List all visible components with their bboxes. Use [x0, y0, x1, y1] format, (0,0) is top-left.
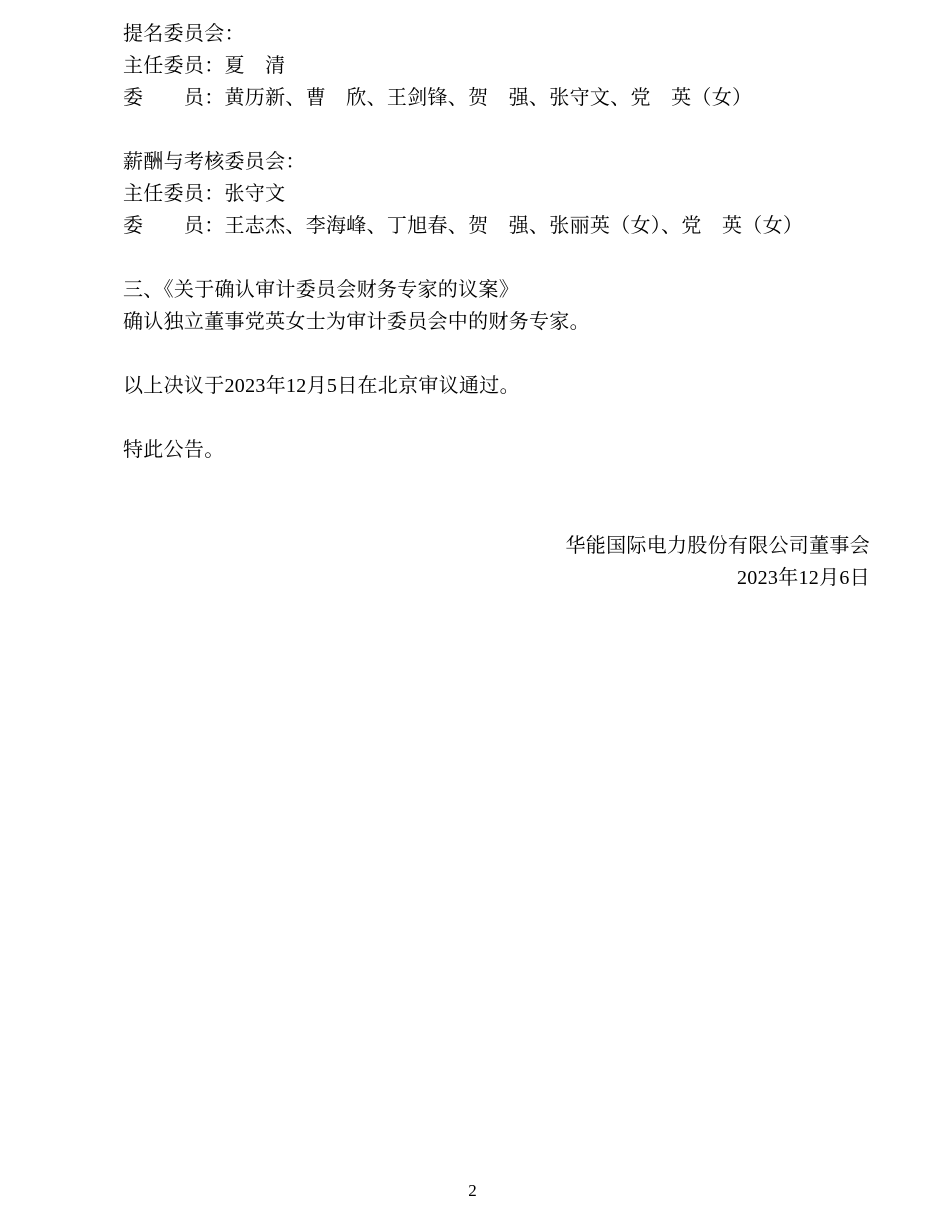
signature-date: 2023年12月6日 [737, 567, 870, 589]
blank-line [123, 498, 870, 530]
remuneration-committee-chairman-line: 主任委员：张守文 [123, 183, 286, 205]
closing-line: 特此公告。 [123, 439, 225, 461]
resolution-line: 以上决议于2023年12月5日在北京审议通过。 [123, 375, 520, 397]
blank-line [123, 402, 870, 434]
blank-line [123, 466, 870, 498]
remuneration-committee-members-line: 委 员：王志杰、李海峰、丁旭春、贺 强、张丽英（女）、党 英（女） [123, 215, 804, 237]
nomination-committee-chairman-line: 主任委员：夏 清 [123, 55, 286, 77]
blank-line [123, 338, 870, 370]
item-three-heading: 三、《关于确认审计委员会财务专家的议案》 [123, 279, 519, 301]
blank-line [123, 242, 870, 274]
document-content [123, 18, 870, 594]
page-number: 2 [468, 1181, 477, 1200]
signature-company: 华能国际电力股份有限公司董事会 [565, 535, 870, 557]
remuneration-committee-title: 薪酬与考核委员会： [123, 151, 306, 173]
blank-line [123, 114, 870, 146]
item-three-body: 确认独立董事党英女士为审计委员会中的财务专家。 [123, 311, 590, 333]
nomination-committee-title: 提名委员会： [123, 23, 245, 45]
nomination-committee-members-line: 委 员：黄历新、曹 欣、王剑锋、贺 强、张守文、党 英（女） [123, 87, 753, 109]
